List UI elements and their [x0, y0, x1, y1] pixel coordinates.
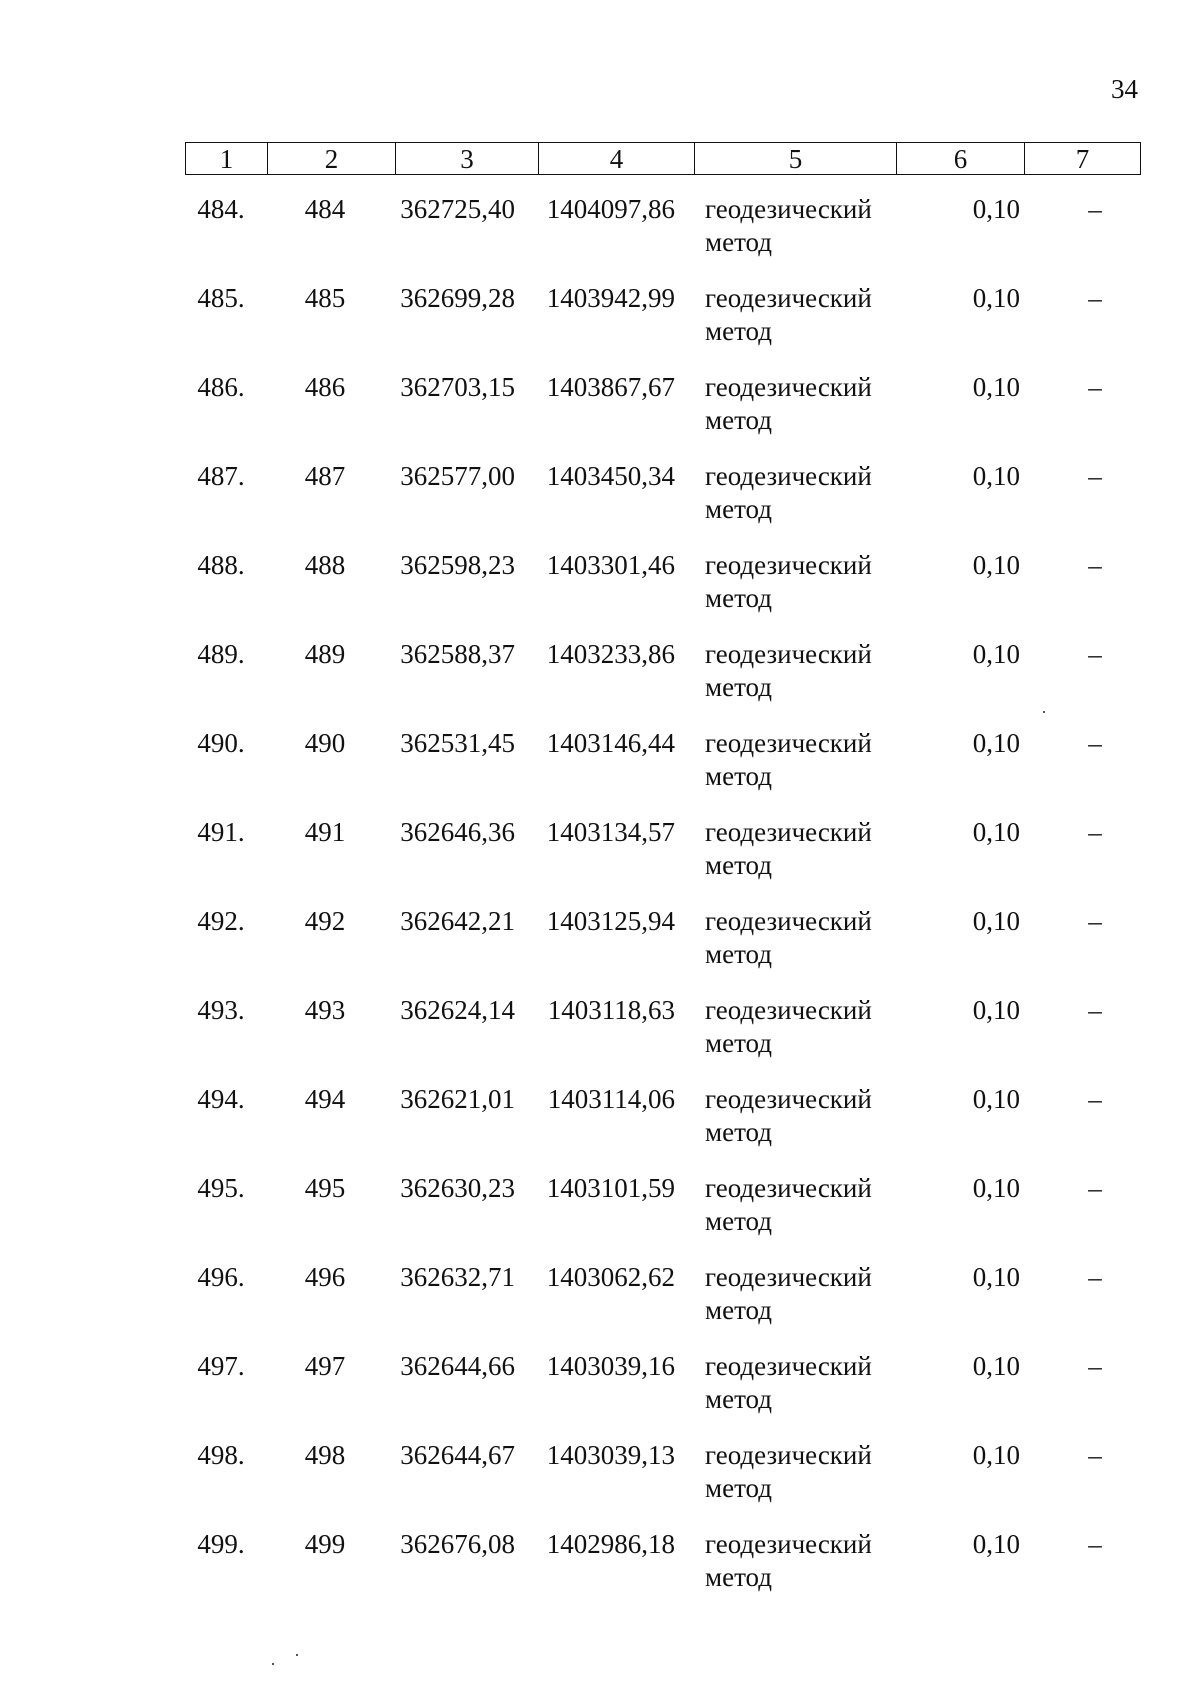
accuracy-value: 0,10 [972, 1084, 1020, 1114]
coordinate-x: 362646,36 [400, 817, 515, 847]
note-dash: – [1088, 461, 1102, 491]
header-col-5: 5 [695, 143, 897, 175]
method-line-1: геодезический [705, 1262, 872, 1292]
point-number: 499 [304, 1529, 346, 1559]
point-number: 493 [304, 995, 346, 1025]
note-dash: – [1088, 550, 1102, 580]
note-dash: – [1088, 1440, 1102, 1470]
note-dash: – [1088, 1084, 1102, 1114]
method-line-2: метод [705, 1562, 772, 1592]
point-number: 492 [304, 906, 346, 936]
table-row [185, 1172, 1140, 1261]
coordinate-x: 362621,01 [400, 1084, 515, 1114]
table-header [185, 142, 1141, 175]
point-number: 490 [304, 728, 346, 758]
method-line-2: метод [705, 1473, 772, 1503]
accuracy-value: 0,10 [972, 372, 1020, 402]
coordinate-x: 362699,28 [400, 283, 515, 313]
accuracy-value: 0,10 [972, 995, 1020, 1025]
note-dash: – [1088, 283, 1102, 313]
table-row [185, 371, 1140, 460]
method-line-2: метод [705, 316, 772, 346]
method [705, 460, 925, 526]
method-line-2: метод [705, 1117, 772, 1147]
point-number: 488 [304, 550, 346, 580]
note-dash: – [1088, 817, 1102, 847]
method-line-1: геодезический [705, 817, 872, 847]
table-row [185, 1083, 1140, 1172]
accuracy-value: 0,10 [972, 1262, 1020, 1292]
method-line-2: метод [705, 672, 772, 702]
method [705, 371, 925, 437]
coordinate-y: 1403134,57 [546, 817, 675, 847]
method [705, 1261, 925, 1327]
coordinate-y: 1403125,94 [546, 906, 675, 936]
coordinate-y: 1403146,44 [546, 728, 675, 758]
note-dash: – [1088, 639, 1102, 669]
accuracy-value: 0,10 [972, 1440, 1020, 1470]
note-dash: – [1088, 728, 1102, 758]
stray-mark [1043, 711, 1045, 713]
header-col-7: 7 [1025, 143, 1141, 175]
row-index: 491. [197, 817, 245, 847]
method-line-1: геодезический [705, 461, 872, 491]
accuracy-value: 0,10 [972, 639, 1020, 669]
point-number: 497 [304, 1351, 346, 1381]
method-line-2: метод [705, 1384, 772, 1414]
method-line-1: геодезический [705, 550, 872, 580]
method-line-2: метод [705, 583, 772, 613]
row-index: 486. [197, 372, 245, 402]
note-dash: – [1088, 1351, 1102, 1381]
method-line-2: метод [705, 850, 772, 880]
method [705, 816, 925, 882]
coordinate-y: 1404097,86 [546, 194, 675, 224]
point-number: 489 [304, 639, 346, 669]
table-row [185, 1528, 1140, 1617]
row-index: 492. [197, 906, 245, 936]
header-col-3: 3 [396, 143, 539, 175]
method [705, 905, 925, 971]
coordinate-x: 362577,00 [400, 461, 515, 491]
method [705, 1350, 925, 1416]
method-line-2: метод [705, 1295, 772, 1325]
method-line-1: геодезический [705, 906, 872, 936]
table-row [185, 727, 1140, 816]
method-line-1: геодезический [705, 639, 872, 669]
accuracy-value: 0,10 [972, 1351, 1020, 1381]
row-index: 488. [197, 550, 245, 580]
point-number: 496 [304, 1262, 346, 1292]
method [705, 994, 925, 1060]
method [705, 727, 925, 793]
row-index: 490. [197, 728, 245, 758]
point-number: 495 [304, 1173, 346, 1203]
coordinate-y: 1403450,34 [546, 461, 675, 491]
method-line-2: метод [705, 405, 772, 435]
table-row [185, 460, 1140, 549]
row-index: 499. [197, 1529, 245, 1559]
coordinate-x: 362588,37 [400, 639, 515, 669]
coordinate-y: 1403301,46 [546, 550, 675, 580]
method [705, 549, 925, 615]
method-line-1: геодезический [705, 728, 872, 758]
note-dash: – [1088, 1173, 1102, 1203]
method-line-1: геодезический [705, 1173, 872, 1203]
method [705, 1172, 925, 1238]
coordinate-x: 362676,08 [400, 1529, 515, 1559]
coordinate-y: 1403233,86 [546, 639, 675, 669]
table-row [185, 1439, 1140, 1528]
row-index: 494. [197, 1084, 245, 1114]
coordinate-y: 1403101,59 [546, 1173, 675, 1203]
point-number: 487 [304, 461, 346, 491]
accuracy-value: 0,10 [972, 283, 1020, 313]
coordinate-x: 362644,66 [400, 1351, 515, 1381]
method [705, 638, 925, 704]
table-row [185, 905, 1140, 994]
method-line-2: метод [705, 1028, 772, 1058]
method-line-2: метод [705, 761, 772, 791]
row-index: 485. [197, 283, 245, 313]
coordinate-x: 362642,21 [400, 906, 515, 936]
point-number: 484 [304, 194, 346, 224]
accuracy-value: 0,10 [972, 1173, 1020, 1203]
accuracy-value: 0,10 [972, 906, 1020, 936]
method-line-1: геодезический [705, 194, 872, 224]
table-row [185, 638, 1140, 727]
row-index: 498. [197, 1440, 245, 1470]
page-number: 34 [1111, 74, 1138, 104]
method-line-2: метод [705, 227, 772, 257]
row-index: 497. [197, 1351, 245, 1381]
coordinate-x: 362624,14 [400, 995, 515, 1025]
coordinate-y: 1403114,06 [547, 1084, 675, 1114]
coordinate-x: 362703,15 [400, 372, 515, 402]
table-row [185, 994, 1140, 1083]
note-dash: – [1088, 906, 1102, 936]
coordinate-x: 362630,23 [400, 1173, 515, 1203]
point-number: 494 [304, 1084, 346, 1114]
accuracy-value: 0,10 [972, 194, 1020, 224]
accuracy-value: 0,10 [972, 550, 1020, 580]
method [705, 282, 925, 348]
header-col-6: 6 [897, 143, 1025, 175]
method [705, 1083, 925, 1149]
accuracy-value: 0,10 [972, 817, 1020, 847]
note-dash: – [1088, 1529, 1102, 1559]
note-dash: – [1088, 372, 1102, 402]
coordinate-x: 362598,23 [400, 550, 515, 580]
table-body [185, 193, 1140, 1617]
note-dash: – [1088, 194, 1102, 224]
method-line-1: геодезический [705, 995, 872, 1025]
table-row [185, 1261, 1140, 1350]
header-col-4: 4 [539, 143, 695, 175]
coordinate-x: 362632,71 [400, 1262, 515, 1292]
table-row [185, 1350, 1140, 1439]
point-number: 485 [304, 283, 346, 313]
row-index: 487. [197, 461, 245, 491]
table-row [185, 193, 1140, 282]
method-line-1: геодезический [705, 1440, 872, 1470]
coordinate-y: 1403039,13 [546, 1440, 675, 1470]
method [705, 193, 925, 259]
method-line-1: геодезический [705, 1084, 872, 1114]
method-line-2: метод [705, 494, 772, 524]
coordinate-y: 1403062,62 [546, 1262, 675, 1292]
method-line-1: геодезический [705, 1351, 872, 1381]
header-col-2: 2 [268, 143, 396, 175]
accuracy-value: 0,10 [972, 728, 1020, 758]
row-index: 489. [197, 639, 245, 669]
coordinate-y: 1403867,67 [546, 372, 675, 402]
method-line-1: геодезический [705, 283, 872, 313]
coordinate-y: 1403039,16 [546, 1351, 675, 1381]
stray-mark [296, 1654, 298, 1656]
method-line-2: метод [705, 939, 772, 969]
method-line-1: геодезический [705, 372, 872, 402]
method-line-1: геодезический [705, 1529, 872, 1559]
table-row [185, 816, 1140, 905]
stray-mark [272, 1663, 274, 1665]
method [705, 1528, 925, 1594]
table-row [185, 549, 1140, 638]
coordinate-y: 1402986,18 [546, 1529, 675, 1559]
coordinate-x: 362531,45 [400, 728, 515, 758]
accuracy-value: 0,10 [972, 461, 1020, 491]
coordinate-x: 362644,67 [400, 1440, 515, 1470]
row-index: 493. [197, 995, 245, 1025]
coordinate-y: 1403118,63 [547, 995, 675, 1025]
method [705, 1439, 925, 1505]
note-dash: – [1088, 1262, 1102, 1292]
point-number: 486 [304, 372, 346, 402]
row-index: 496. [197, 1262, 245, 1292]
note-dash: – [1088, 995, 1102, 1025]
coordinate-y: 1403942,99 [546, 283, 675, 313]
point-number: 491 [304, 817, 346, 847]
header-col-1: 1 [186, 143, 268, 175]
point-number: 498 [304, 1440, 346, 1470]
row-index: 495. [197, 1173, 245, 1203]
method-line-2: метод [705, 1206, 772, 1236]
table-row [185, 282, 1140, 371]
accuracy-value: 0,10 [972, 1529, 1020, 1559]
row-index: 484. [197, 194, 245, 224]
coordinate-x: 362725,40 [400, 194, 515, 224]
